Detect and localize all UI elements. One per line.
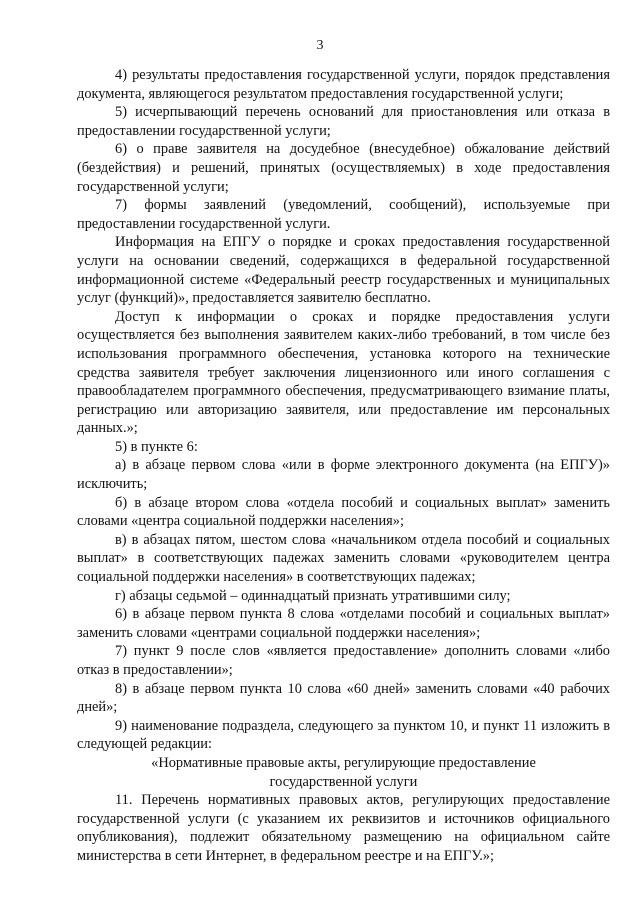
paragraph-item-5: 5) исчерпывающий перечень оснований для приостановления или отказа в предоставлении государственной услуги; <box>77 104 610 139</box>
paragraph-epgu-info: Информация на ЕПГУ о порядке и сроках предоставления государственной услуги на основании сведений, содержащихся в федеральной государственной информационной системе «Федеральный реестр государственных и муниципальных услуг (функций)», предоставляется заявителю бесплатно. <box>77 234 610 307</box>
paragraph-item-11: 11. Перечень нормативных правовых актов, регулирующих предоставление государственной услуги (с указанием их реквизитов и источников официального опубликования), подлежит обязательному размещению на официальном сайте министерства в сети Интернет, в федеральном реестре и на ЕПГУ.»; <box>77 792 610 864</box>
paragraph-amendment-5a: а) в абзаце первом слова «или в форме электронного документа (на ЕПГУ)» исключить; <box>77 457 610 493</box>
paragraph-amendment-5v: в) в абзацах пятом, шестом слова «начальником отдела пособий и социальных выплат» в соответствующих падежах заменить словами «руководителем центра социальной поддержки населения» в соответствующих падежах; <box>77 531 610 586</box>
paragraph-amendment-5b: б) в абзаце втором слова «отдела пособий и социальных выплат» заменить словами «центра социальной поддержки населения»; <box>77 494 610 530</box>
paragraph-amendment-7: 7) пункт 9 после слов «является предоставление» дополнить словами «либо отказ в предоставлении»; <box>77 643 610 678</box>
paragraph-item-6: 6) о праве заявителя на досудебное (внесудебное) обжалование действий (бездействия) и решений, принятых (осуществляемых) в ходе предоставления государственной услуги; <box>77 141 610 195</box>
subsection-heading: «Нормативные правовые акты, регулирующие предоставление государственной услуги <box>151 754 536 790</box>
paragraph-item-7: 7) формы заявлений (уведомлений, сообщений), используемые при предоставлении государственной услуги. <box>77 197 610 232</box>
paragraph-amendment-8: 8) в абзаце первом пункта 10 слова «60 дней» заменить словами «40 рабочих дней»; <box>77 680 610 716</box>
paragraph-amendment-5g: г) абзацы седьмой – одиннадцатый признать утратившими силу; <box>115 587 511 604</box>
paragraph-amendment-6: 6) в абзаце первом пункта 8 слова «отделами пособий и социальных выплат» заменить словами «центрами социальной поддержки населения»; <box>77 606 610 641</box>
paragraph-item-4: 4) результаты предоставления государственной услуги, порядок представления документа, являющегося результатом предоставления государственной услуги; <box>77 67 610 102</box>
document-body <box>77 66 610 866</box>
paragraph-access-info: Доступ к информации о сроках и порядке предоставления услуги осуществляется без выполнения заявителем каких-либо требований, в том числе без использования программного обеспечения, установка которого на технические средства заявителя требует заключения лицензионного или иного соглашения с правообладателем программного обеспечения, предусматривающего взимание платы, регистрацию или авторизацию заявителя, или предоставление им персональных данных.»; <box>77 308 610 437</box>
page-number: 3 <box>316 38 324 53</box>
paragraph-amendment-9: 9) наименование подраздела, следующего за пунктом 10, и пункт 11 изложить в следующей редакции: <box>77 717 610 753</box>
paragraph-amendment-5: 5) в пункте 6: <box>115 438 198 455</box>
